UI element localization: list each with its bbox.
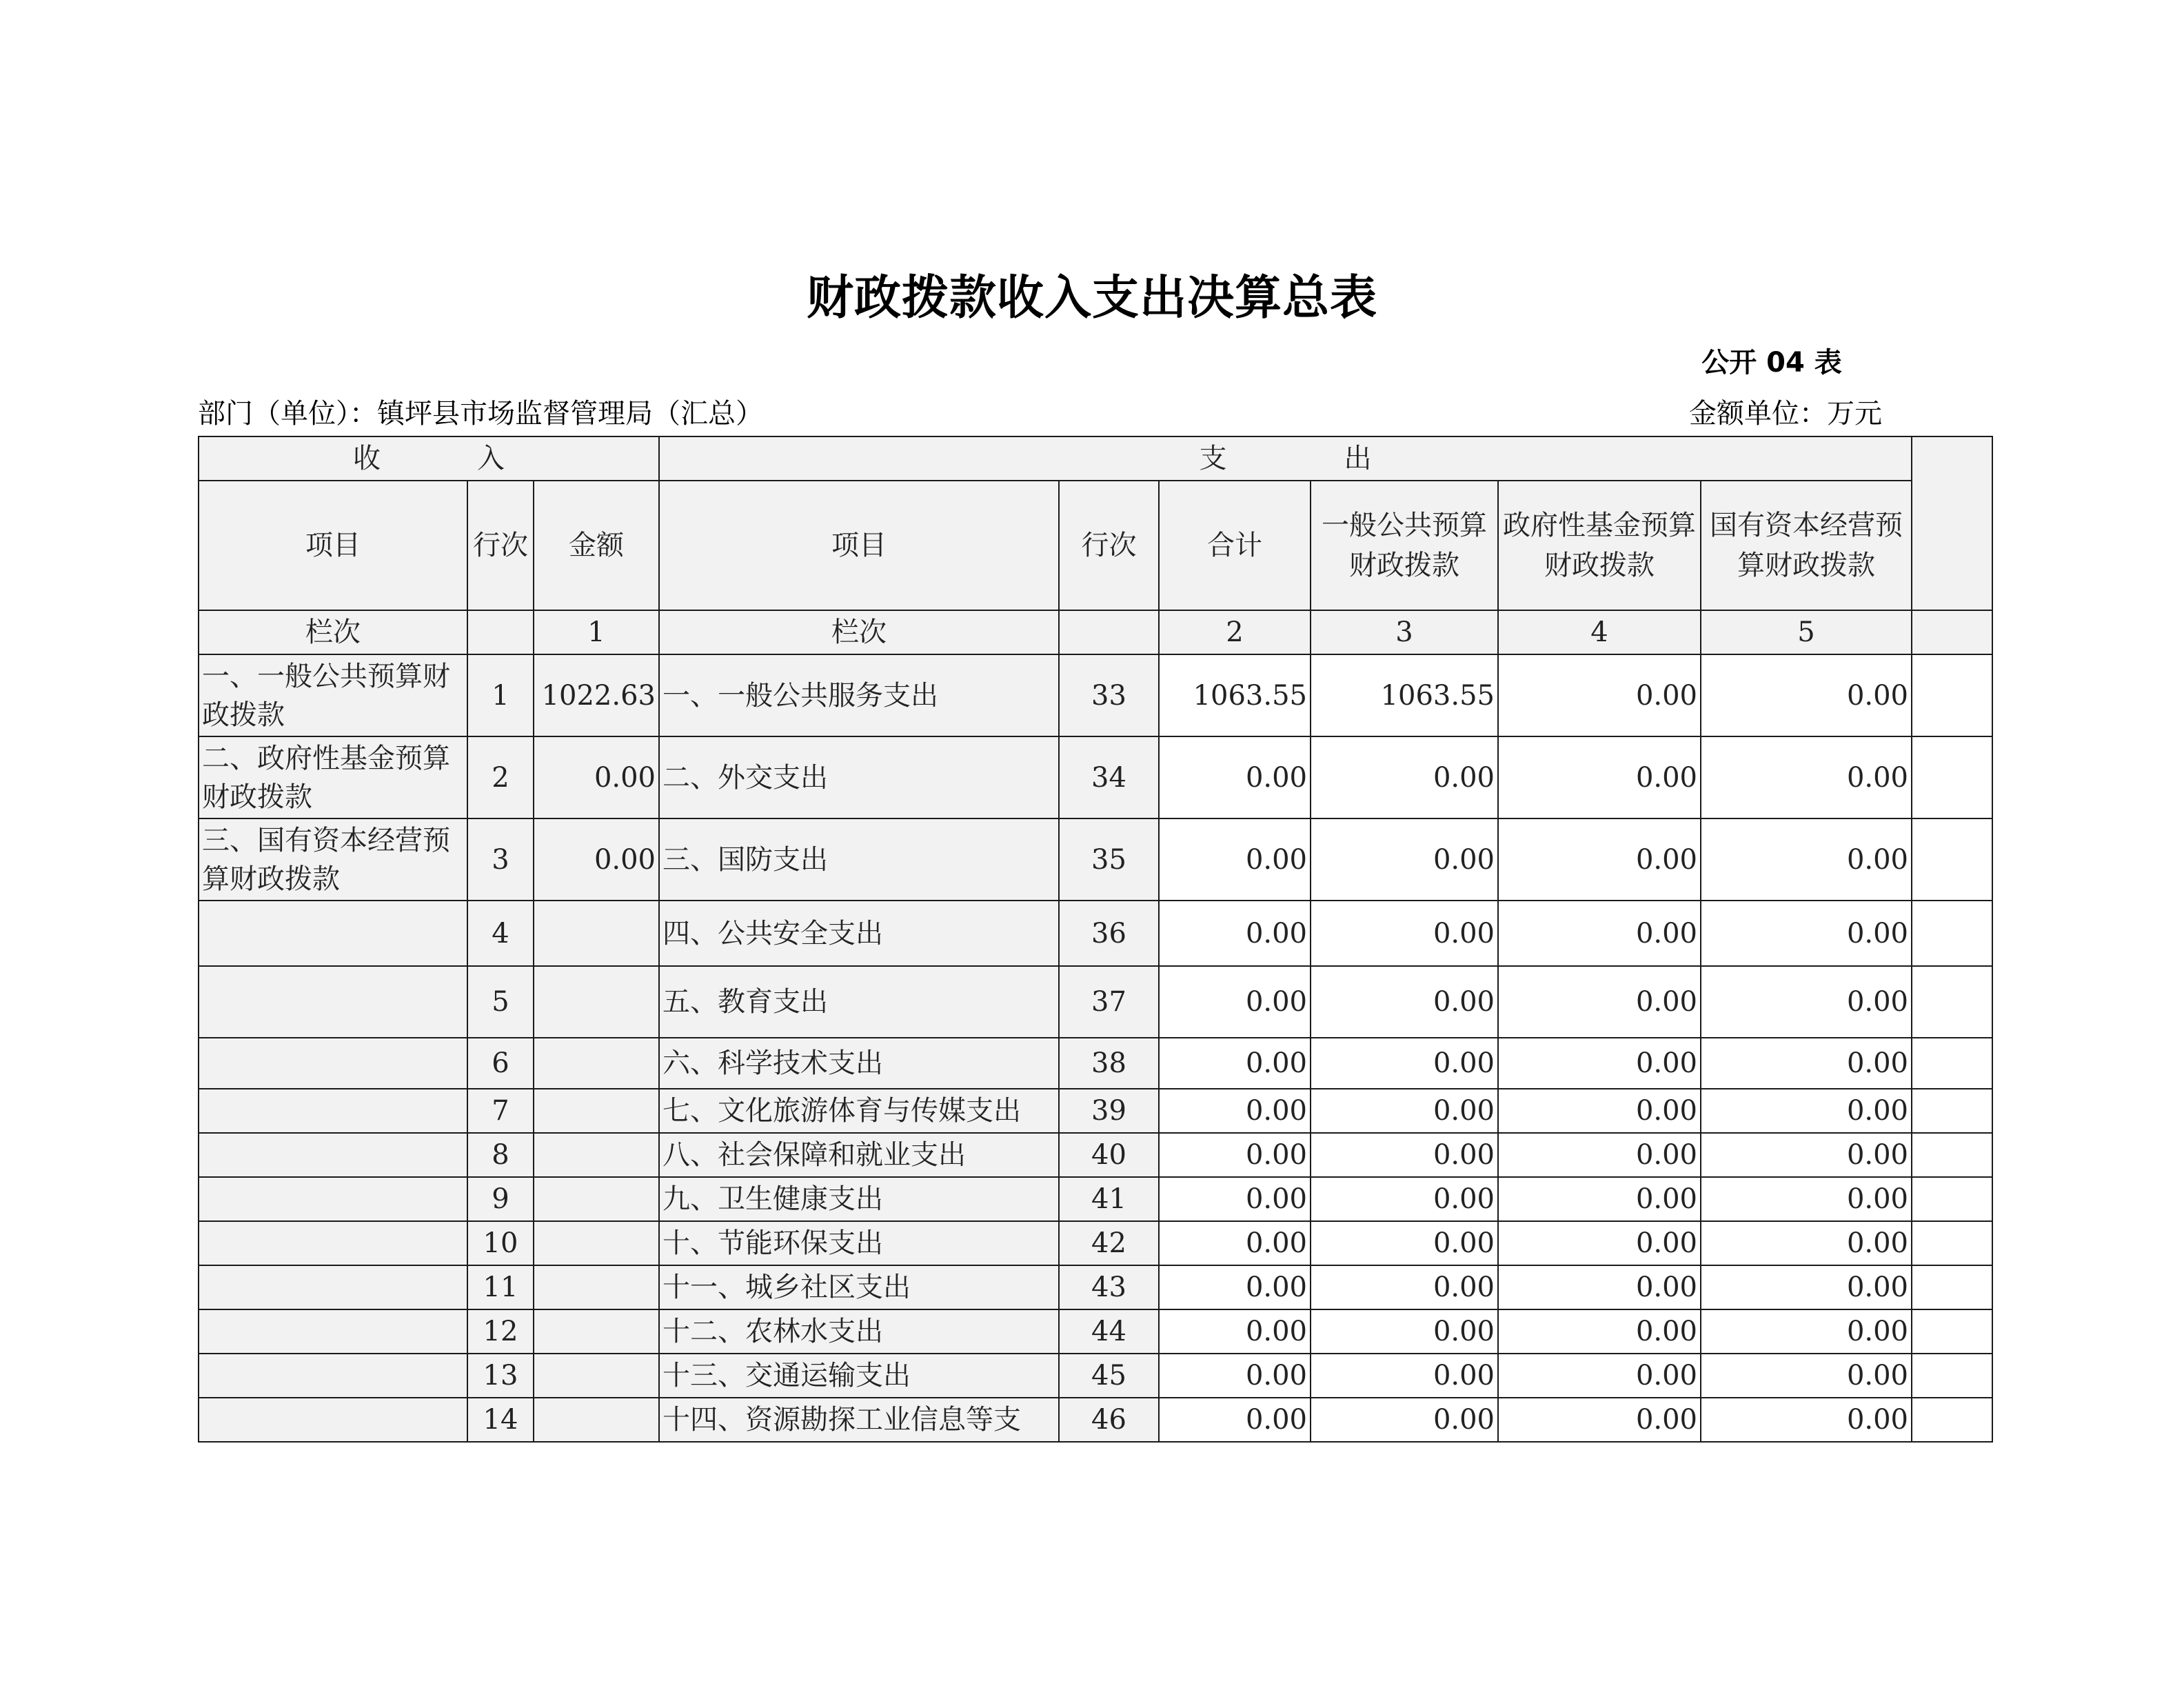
extra-column-header: [1912, 436, 1992, 610]
expense-item-cell: 三、国防支出: [659, 818, 1059, 901]
state-capital-cell: 0.00: [1701, 1398, 1912, 1442]
expense-row-no-cell: 38: [1059, 1038, 1159, 1089]
general-budget-cell: 0.00: [1311, 1038, 1498, 1089]
income-row-no-cell: 6: [467, 1038, 534, 1089]
state-capital-cell: 0.00: [1701, 1038, 1912, 1089]
income-item-cell: [199, 1354, 467, 1398]
table-row: [199, 1221, 1992, 1265]
gov-fund-cell: 0.00: [1498, 1177, 1701, 1221]
expense-row-no-cell: 36: [1059, 901, 1159, 966]
total-cell: 0.00: [1159, 1089, 1311, 1133]
income-row-no-cell: 4: [467, 901, 534, 966]
income-item-cell: 一、一般公共预算财政拨款: [199, 654, 467, 736]
extra-column-cell: [1912, 901, 1992, 966]
extra-column-cell: [1912, 1221, 1992, 1265]
gov-fund-cell: 0.00: [1498, 654, 1701, 736]
general-budget-cell: 0.00: [1311, 818, 1498, 901]
gov-fund-cell: 0.00: [1498, 818, 1701, 901]
expense-row-no-cell: 44: [1059, 1309, 1159, 1354]
general-budget-cell: 0.00: [1311, 1398, 1498, 1442]
income-row-no-cell: 7: [467, 1089, 534, 1133]
expense-row-index: [1059, 610, 1159, 654]
income-item-cell: [199, 966, 467, 1038]
gov-fund-cell: 0.00: [1498, 966, 1701, 1038]
income-row-no-cell: 11: [467, 1265, 534, 1309]
income-header-char-2: 入: [477, 443, 505, 474]
income-item-cell: [199, 1398, 467, 1442]
extra-column-cell: [1912, 966, 1992, 1038]
state-capital-cell: 0.00: [1701, 1221, 1912, 1265]
expense-header-char-1: 支: [1199, 443, 1227, 474]
extra-column-cell: [1912, 1038, 1992, 1089]
extra-column-cell: [1912, 1354, 1992, 1398]
expense-item-cell: 十、节能环保支出: [659, 1221, 1059, 1265]
income-index-label: 栏次: [199, 610, 467, 654]
income-row-index: [467, 610, 534, 654]
unit-label: 金额单位：万元: [1689, 398, 1882, 430]
expense-item-cell: 九、卫生健康支出: [659, 1177, 1059, 1221]
income-amount-cell: [534, 1133, 659, 1177]
table-row: [199, 1265, 1992, 1309]
income-row-no-cell: 2: [467, 736, 534, 818]
state-capital-cell: 0.00: [1701, 818, 1912, 901]
expense-item-cell: 八、社会保障和就业支出: [659, 1133, 1059, 1177]
general-budget-cell: 0.00: [1311, 966, 1498, 1038]
expense-row-no-cell: 37: [1059, 966, 1159, 1038]
table-row: [199, 736, 1992, 818]
income-row-no-cell: 5: [467, 966, 534, 1038]
income-amount-cell: [534, 1265, 659, 1309]
expense-item-cell: 十二、农林水支出: [659, 1309, 1059, 1354]
table-row: [199, 966, 1992, 1038]
expense-row-no-cell: 34: [1059, 736, 1159, 818]
income-row-no-cell: 8: [467, 1133, 534, 1177]
table-row: [199, 654, 1992, 736]
gov-fund-cell: 0.00: [1498, 1309, 1701, 1354]
expense-row-no-cell: 39: [1059, 1089, 1159, 1133]
table-row: [199, 1354, 1992, 1398]
extra-column-index: [1912, 610, 1992, 654]
table-code: 公开 04 表: [1701, 347, 1842, 379]
state-capital-cell: 0.00: [1701, 1309, 1912, 1354]
general-budget-header: 一般公共预算财政拨款: [1311, 481, 1498, 610]
table-row: [199, 818, 1992, 901]
expense-row-no-cell: 40: [1059, 1133, 1159, 1177]
income-item-cell: [199, 1177, 467, 1221]
expense-item-cell: 七、文化旅游体育与传媒支出: [659, 1089, 1059, 1133]
general-budget-cell: 0.00: [1311, 1354, 1498, 1398]
income-item-cell: [199, 1133, 467, 1177]
gov-fund-cell: 0.00: [1498, 1398, 1701, 1442]
total-cell: 0.00: [1159, 1398, 1311, 1442]
income-amount-cell: [534, 1089, 659, 1133]
income-item-cell: [199, 1309, 467, 1354]
income-row-no-cell: 13: [467, 1354, 534, 1398]
gov-fund-cell: 0.00: [1498, 1221, 1701, 1265]
income-row-no-cell: 9: [467, 1177, 534, 1221]
expense-item-cell: 十三、交通运输支出: [659, 1354, 1059, 1398]
state-capital-cell: 0.00: [1701, 901, 1912, 966]
gov-fund-cell: 0.00: [1498, 1089, 1701, 1133]
gov-fund-header: 政府性基金预算财政拨款: [1498, 481, 1701, 610]
expense-row-no-cell: 33: [1059, 654, 1159, 736]
income-item-header: 项目: [199, 481, 467, 610]
expense-row-no-cell: 42: [1059, 1221, 1159, 1265]
column-header-row: [199, 481, 1992, 610]
gov-fund-cell: 0.00: [1498, 1038, 1701, 1089]
state-capital-cell: 0.00: [1701, 1089, 1912, 1133]
extra-column-cell: [1912, 1398, 1992, 1442]
total-cell: 0.00: [1159, 901, 1311, 966]
extra-column-cell: [1912, 1265, 1992, 1309]
income-amount-cell: [534, 1309, 659, 1354]
section-header-row: [199, 436, 1992, 481]
income-amount-cell: 1022.63: [534, 654, 659, 736]
income-amount-header: 金额: [534, 481, 659, 610]
income-row-no-cell: 12: [467, 1309, 534, 1354]
expense-item-cell: 十一、城乡社区支出: [659, 1265, 1059, 1309]
income-row-no-cell: 10: [467, 1221, 534, 1265]
income-item-cell: 三、国有资本经营预算财政拨款: [199, 818, 467, 901]
income-item-cell: [199, 1038, 467, 1089]
income-section-header: [199, 436, 659, 481]
total-cell: 0.00: [1159, 1265, 1311, 1309]
expense-row-no-header: 行次: [1059, 481, 1159, 610]
income-amount-cell: 0.00: [534, 818, 659, 901]
income-row-no-cell: 3: [467, 818, 534, 901]
gov-fund-cell: 0.00: [1498, 1133, 1701, 1177]
table-row: [199, 901, 1992, 966]
income-item-cell: [199, 1221, 467, 1265]
col-index-1: 1: [534, 610, 659, 654]
page-title: 财政拨款收入支出决算总表: [806, 271, 1377, 325]
table-row: [199, 1038, 1992, 1089]
income-amount-cell: [534, 1398, 659, 1442]
total-header: 合计: [1159, 481, 1311, 610]
extra-column-cell: [1912, 818, 1992, 901]
expense-row-no-cell: 43: [1059, 1265, 1159, 1309]
col-index-4: 4: [1498, 610, 1701, 654]
general-budget-cell: 1063.55: [1311, 654, 1498, 736]
expense-header-char-2: 出: [1344, 443, 1372, 474]
total-cell: 0.00: [1159, 736, 1311, 818]
general-budget-cell: 0.00: [1311, 1133, 1498, 1177]
table-row: [199, 1398, 1992, 1442]
expense-item-cell: 四、公共安全支出: [659, 901, 1059, 966]
expense-row-no-cell: 35: [1059, 818, 1159, 901]
general-budget-cell: 0.00: [1311, 736, 1498, 818]
total-cell: 0.00: [1159, 1221, 1311, 1265]
total-cell: 0.00: [1159, 1354, 1311, 1398]
table-row: [199, 1309, 1992, 1354]
col-index-3: 3: [1311, 610, 1498, 654]
income-amount-cell: [534, 1177, 659, 1221]
income-item-cell: 二、政府性基金预算财政拨款: [199, 736, 467, 818]
income-item-cell: [199, 1265, 467, 1309]
state-capital-cell: 0.00: [1701, 1133, 1912, 1177]
fiscal-summary-table: [198, 436, 1993, 1443]
state-capital-cell: 0.00: [1701, 966, 1912, 1038]
gov-fund-cell: 0.00: [1498, 1354, 1701, 1398]
extra-column-cell: [1912, 1133, 1992, 1177]
extra-column-cell: [1912, 1177, 1992, 1221]
gov-fund-cell: 0.00: [1498, 1265, 1701, 1309]
state-capital-cell: 0.00: [1701, 1265, 1912, 1309]
column-index-row: [199, 610, 1992, 654]
income-amount-cell: [534, 966, 659, 1038]
extra-column-cell: [1912, 1089, 1992, 1133]
table-row: [199, 1089, 1992, 1133]
expense-row-no-cell: 45: [1059, 1354, 1159, 1398]
income-amount-cell: [534, 1221, 659, 1265]
total-cell: 1063.55: [1159, 654, 1311, 736]
department-label: 部门（单位）：镇坪县市场监督管理局（汇总）: [198, 398, 763, 430]
total-cell: 0.00: [1159, 966, 1311, 1038]
general-budget-cell: 0.00: [1311, 1221, 1498, 1265]
col-index-2: 2: [1159, 610, 1311, 654]
expense-row-no-cell: 41: [1059, 1177, 1159, 1221]
extra-column-cell: [1912, 654, 1992, 736]
state-capital-cell: 0.00: [1701, 1177, 1912, 1221]
income-row-no-cell: 1: [467, 654, 534, 736]
expense-item-cell: 六、科学技术支出: [659, 1038, 1059, 1089]
state-capital-cell: 0.00: [1701, 736, 1912, 818]
general-budget-cell: 0.00: [1311, 901, 1498, 966]
expense-index-label: 栏次: [659, 610, 1059, 654]
general-budget-cell: 0.00: [1311, 1089, 1498, 1133]
col-index-5: 5: [1701, 610, 1912, 654]
table-row: [199, 1133, 1992, 1177]
income-item-cell: [199, 901, 467, 966]
state-capital-cell: 0.00: [1701, 654, 1912, 736]
total-cell: 0.00: [1159, 1177, 1311, 1221]
state-capital-cell: 0.00: [1701, 1354, 1912, 1398]
extra-column-cell: [1912, 1309, 1992, 1354]
income-amount-cell: 0.00: [534, 736, 659, 818]
gov-fund-cell: 0.00: [1498, 736, 1701, 818]
income-amount-cell: [534, 1038, 659, 1089]
table-row: [199, 1177, 1992, 1221]
income-amount-cell: [534, 901, 659, 966]
income-header-char-1: 收: [353, 443, 381, 474]
gov-fund-cell: 0.00: [1498, 901, 1701, 966]
expense-item-header: 项目: [659, 481, 1059, 610]
total-cell: 0.00: [1159, 1133, 1311, 1177]
expense-item-cell: 二、外交支出: [659, 736, 1059, 818]
total-cell: 0.00: [1159, 1309, 1311, 1354]
expense-item-cell: 一、一般公共服务支出: [659, 654, 1059, 736]
income-row-no-header: 行次: [467, 481, 534, 610]
expense-item-cell: 十四、资源勘探工业信息等支: [659, 1398, 1059, 1442]
income-row-no-cell: 14: [467, 1398, 534, 1442]
income-item-cell: [199, 1089, 467, 1133]
expense-section-header: [659, 436, 1912, 481]
extra-column-cell: [1912, 736, 1992, 818]
total-cell: 0.00: [1159, 1038, 1311, 1089]
expense-row-no-cell: 46: [1059, 1398, 1159, 1442]
total-cell: 0.00: [1159, 818, 1311, 901]
general-budget-cell: 0.00: [1311, 1265, 1498, 1309]
general-budget-cell: 0.00: [1311, 1177, 1498, 1221]
income-amount-cell: [534, 1354, 659, 1398]
expense-item-cell: 五、教育支出: [659, 966, 1059, 1038]
state-capital-header: 国有资本经营预算财政拨款: [1701, 481, 1912, 610]
general-budget-cell: 0.00: [1311, 1309, 1498, 1354]
